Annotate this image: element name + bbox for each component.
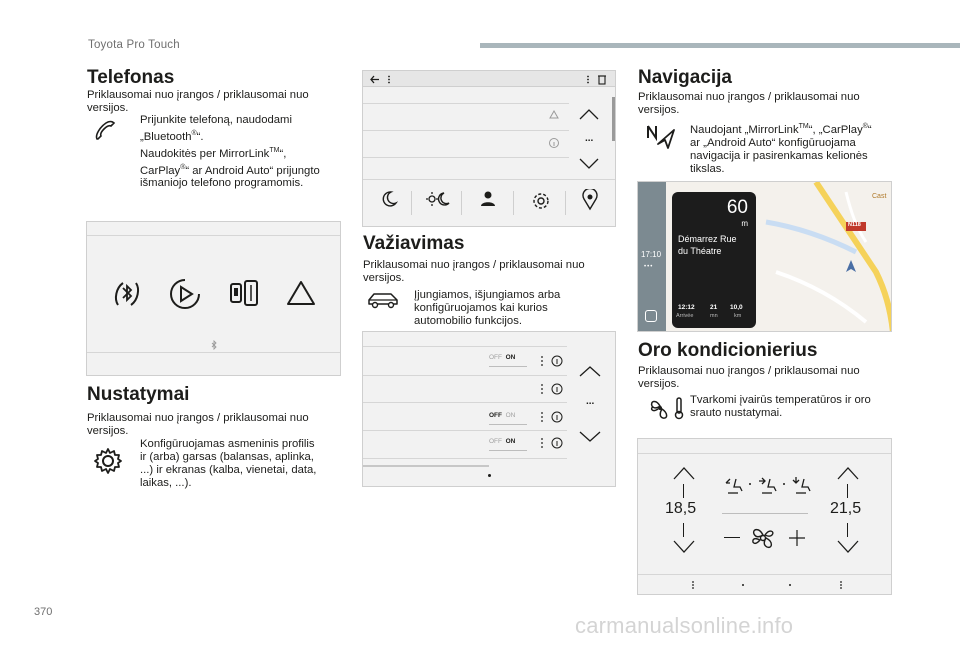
distance-value: 60 <box>726 197 748 218</box>
scroll-down-icon[interactable] <box>577 157 601 171</box>
delete-trash-icon[interactable] <box>585 74 611 85</box>
page-number: 370 <box>34 606 53 618</box>
navigacija-intro: Priklausomai nuo įrangos / priklausomai nuo versijos. <box>638 91 860 116</box>
car-icon <box>366 289 400 311</box>
navigacija-screen-panel <box>637 181 892 332</box>
list-scroll-down-icon[interactable] <box>577 430 603 444</box>
right-temp-up-icon[interactable] <box>836 465 860 481</box>
telefonas-screen-panel <box>86 221 341 376</box>
oro-screen-panel <box>637 438 892 595</box>
nustatymai-feature-text: Konfigūruojamas asmeninis profilis ir (arba) garsas (balansas, aplinka, ...) ir ekranas (kalba, vienetai, data, laikas, ...). <box>140 438 317 489</box>
left-temperature: 18,5 <box>665 500 697 517</box>
scrollbar-thumb[interactable] <box>612 97 615 141</box>
navigacija-heading: Navigacija <box>638 67 732 88</box>
distance-unit: m <box>741 219 748 228</box>
row-2-info-icon[interactable] <box>539 382 565 396</box>
oro-intro: Priklausomai nuo įrangos / priklausomai nuo versijos. <box>638 365 860 390</box>
phone-handset-icon <box>92 117 120 145</box>
fan-thermometer-icon <box>646 395 686 421</box>
watermark: carmanualsonline.info <box>575 613 794 638</box>
navigacija-feature-text: Naudojant „MirrorLink™“, „CarPlay®“ ar „Android Auto“ konfigūruojama navigacija ir pasirenkamas kelionės tikslas. <box>690 123 872 175</box>
fan-increase-icon[interactable] <box>788 529 806 547</box>
play-circle-icon[interactable] <box>167 276 203 312</box>
location-pin-icon[interactable] <box>579 189 601 211</box>
row-3-info-icon[interactable] <box>539 410 565 424</box>
instruction-card: 60 m Démarrez Rue du Théatre 12:12 21 10,0 Arrivée mn km <box>672 192 756 328</box>
telefonas-intro: Priklausomai nuo įrangos / priklausomai nuo versijos. <box>87 89 309 114</box>
vaziavimas-screen-panel <box>362 331 616 487</box>
settings-screen-panel <box>362 70 616 227</box>
navigation-arrow-icon <box>646 122 676 150</box>
small-bluetooth-icon <box>209 340 219 350</box>
fan-decrease-icon[interactable] <box>724 537 740 538</box>
triangle-small-icon <box>548 109 560 121</box>
page-dot <box>488 474 491 477</box>
telefonas-feature-text: Prijunkite telefoną, naudodami „Bluetooth®“. Naudokitės per MirrorLink™“, CarPlay®“ ar Android Auto“ prijungto išmaniojo telefono programomis. <box>140 114 320 190</box>
toggle-row-3[interactable]: OFF ON <box>489 412 516 419</box>
list-more-dots: ... <box>586 396 595 407</box>
bottom-menu-left[interactable] <box>690 580 696 590</box>
vaziavimas-intro: Priklausomai nuo įrangos / priklausomai nuo versijos. <box>363 259 585 284</box>
settings-top-bar <box>363 71 615 87</box>
left-temp-up-icon[interactable] <box>672 465 696 481</box>
moon-icon[interactable] <box>379 189 399 209</box>
vaziavimas-feature-text: Įjungiamos, išjungiamos arba konfigūruojamos kai kurios automobilio funkcijos. <box>414 289 561 327</box>
left-temp-down-icon[interactable] <box>672 539 696 555</box>
settings-gear-icon[interactable] <box>529 189 551 211</box>
toggle-row-4[interactable]: OFF ON <box>489 438 516 445</box>
vaziavimas-heading: Važiavimas <box>363 233 465 254</box>
clock-text: 17:10 <box>641 250 662 259</box>
row-4-info-icon[interactable] <box>539 436 565 450</box>
header-accent-bar <box>480 43 960 48</box>
telefonas-heading: Telefonas <box>87 67 175 88</box>
settings-bottom-icons <box>363 187 615 219</box>
street-name: Démarrez Rue du Théatre <box>678 234 737 256</box>
running-header: Toyota Pro Touch <box>88 39 180 51</box>
nustatymai-intro: Priklausomai nuo įrangos / priklausomai nuo versijos. <box>87 412 309 437</box>
fan-icon <box>748 523 778 553</box>
scroll-up-icon[interactable] <box>577 107 601 121</box>
toggle-row-1[interactable]: OFF ON <box>489 354 516 361</box>
row-1-info-icon[interactable] <box>539 354 565 368</box>
profile-icon[interactable] <box>477 189 497 209</box>
place-label: Cast <box>872 193 887 200</box>
right-temperature: 21,5 <box>830 500 862 517</box>
airflow-body-icon[interactable] <box>756 475 778 495</box>
more-dots-icon: ... <box>585 133 594 144</box>
progress-bar <box>363 465 489 467</box>
airflow-feet-icon[interactable] <box>790 475 812 495</box>
bluetooth-phone-icon[interactable] <box>109 276 145 312</box>
list-scroll-up-icon[interactable] <box>577 364 603 378</box>
right-temp-down-icon[interactable] <box>836 539 860 555</box>
bottom-menu-right[interactable] <box>838 580 844 590</box>
brightness-moon-icon[interactable] <box>425 189 451 209</box>
mirror-phones-icon[interactable] <box>225 276 261 312</box>
oro-feature-text: Tvarkomi įvairūs temperatūros ir oro srauto nustatymai. <box>690 394 871 419</box>
gear-icon <box>93 446 123 476</box>
home-button[interactable] <box>645 310 657 322</box>
back-arrow-icon[interactable] <box>369 74 393 85</box>
info-small-icon <box>548 137 560 149</box>
oro-heading: Oro kondicionierius <box>638 340 818 361</box>
nav-side-bar: 17:10 ••• <box>638 182 666 332</box>
nustatymai-heading: Nustatymai <box>87 384 190 405</box>
warning-triangle-icon[interactable] <box>283 276 319 312</box>
airflow-face-icon[interactable] <box>722 475 744 495</box>
road-sign-label: N118 <box>848 222 861 228</box>
